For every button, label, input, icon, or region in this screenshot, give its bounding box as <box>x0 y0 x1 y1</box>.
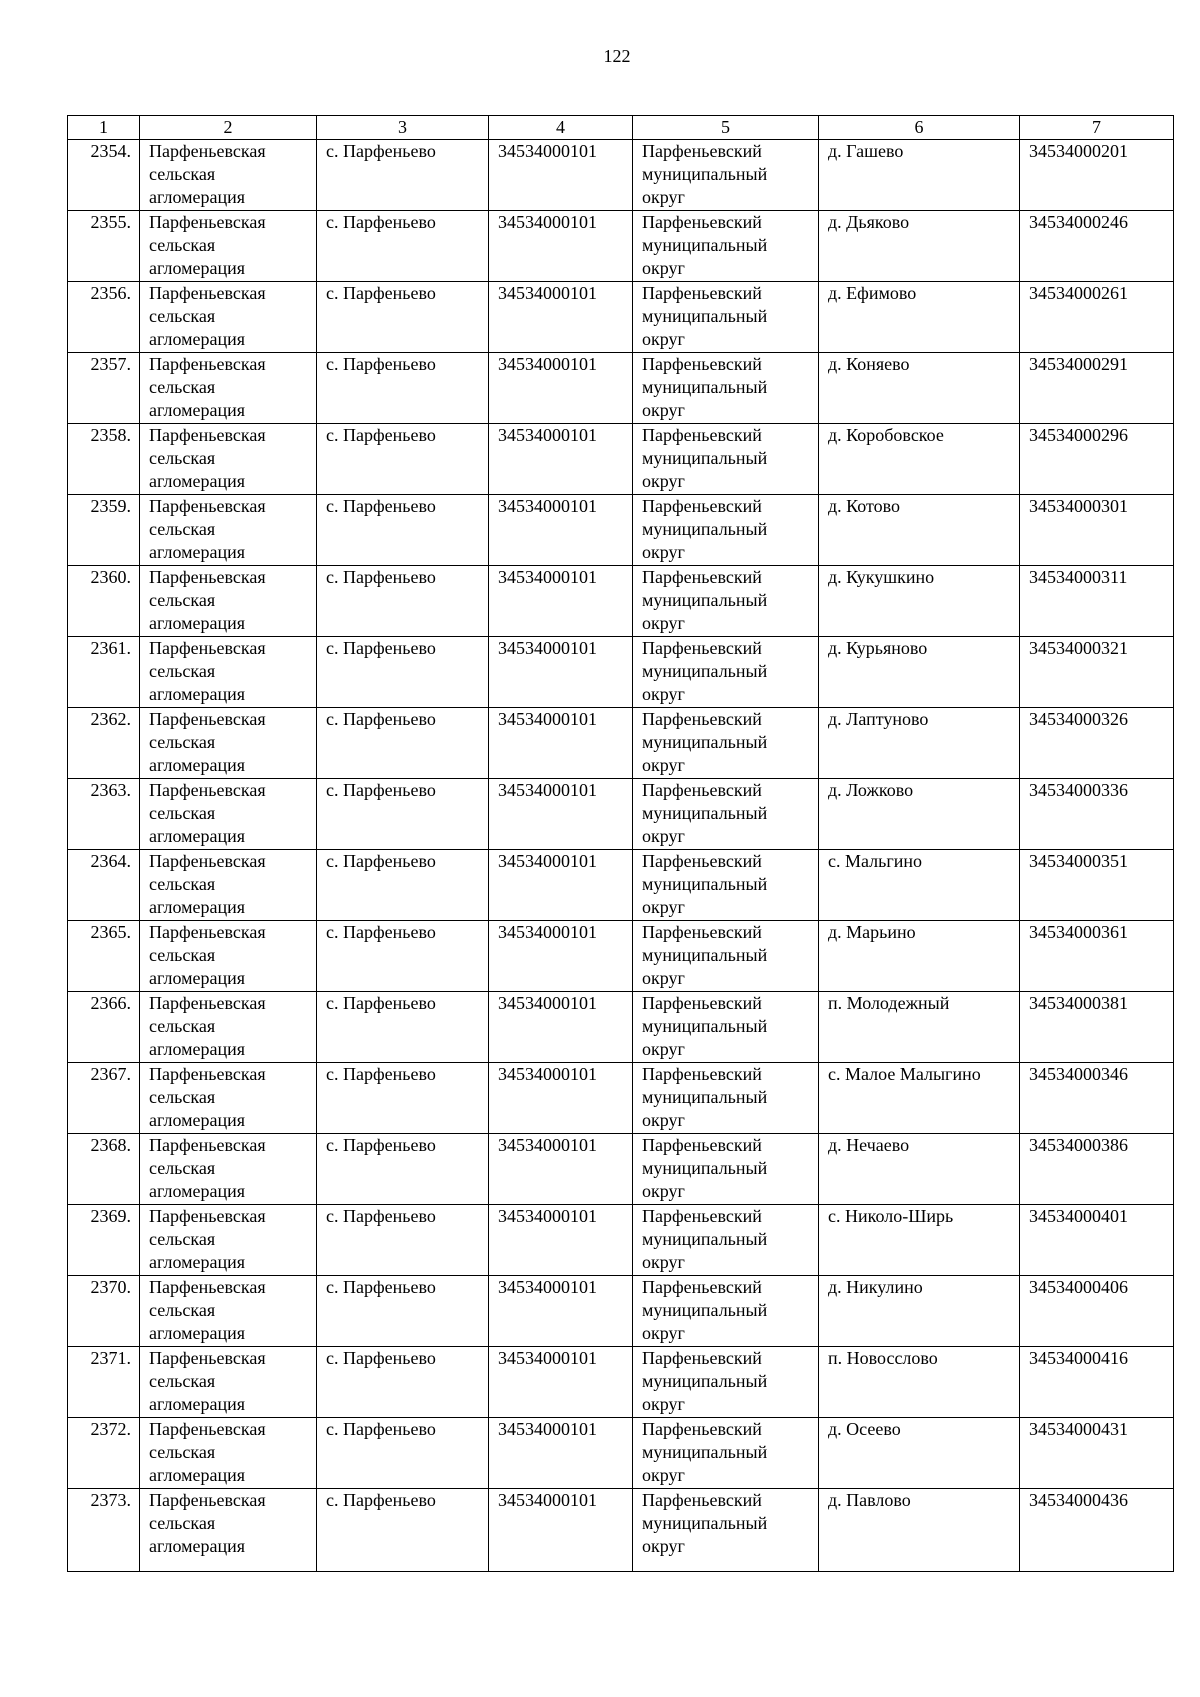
center-cell: с. Парфеньево <box>317 708 489 779</box>
settlement-cell: д. Ложково <box>819 779 1020 850</box>
row-number-cell: 2370. <box>68 1276 140 1347</box>
table-row <box>68 282 1174 353</box>
center-cell: с. Парфеньево <box>317 637 489 708</box>
settlement-code-cell: 34534000436 <box>1020 1489 1174 1572</box>
table-row <box>68 211 1174 282</box>
center-code-cell: 34534000101 <box>489 211 633 282</box>
center-code-cell: 34534000101 <box>489 779 633 850</box>
center-code-cell: 34534000101 <box>489 637 633 708</box>
district-cell: Парфеньевский муниципальный округ <box>633 211 819 282</box>
agglomeration-cell: Парфеньевская сельская агломерация <box>140 1063 317 1134</box>
center-code-cell: 34534000101 <box>489 992 633 1063</box>
agglomeration-cell: Парфеньевская сельская агломерация <box>140 1134 317 1205</box>
agglomeration-cell: Парфеньевская сельская агломерация <box>140 424 317 495</box>
settlement-code-cell: 34534000311 <box>1020 566 1174 637</box>
table-row <box>68 1134 1174 1205</box>
column-header: 2 <box>140 116 317 140</box>
table-row <box>68 353 1174 424</box>
center-code-cell: 34534000101 <box>489 1489 633 1572</box>
settlement-code-cell: 34534000201 <box>1020 140 1174 211</box>
settlement-cell: д. Нечаево <box>819 1134 1020 1205</box>
table-row <box>68 140 1174 211</box>
column-header: 1 <box>68 116 140 140</box>
settlement-code-cell: 34534000346 <box>1020 1063 1174 1134</box>
district-cell: Парфеньевский муниципальный округ <box>633 1134 819 1205</box>
table-row <box>68 566 1174 637</box>
center-cell: с. Парфеньево <box>317 1134 489 1205</box>
settlement-code-cell: 34534000381 <box>1020 992 1174 1063</box>
center-code-cell: 34534000101 <box>489 1205 633 1276</box>
center-cell: с. Парфеньево <box>317 1063 489 1134</box>
row-number-cell: 2355. <box>68 211 140 282</box>
settlement-cell: д. Никулино <box>819 1276 1020 1347</box>
settlement-cell: с. Малое Малыгино <box>819 1063 1020 1134</box>
settlement-cell: д. Гашево <box>819 140 1020 211</box>
settlement-cell: д. Осеево <box>819 1418 1020 1489</box>
center-cell: с. Парфеньево <box>317 1205 489 1276</box>
row-number-cell: 2373. <box>68 1489 140 1572</box>
settlement-cell: д. Курьяново <box>819 637 1020 708</box>
table-row <box>68 1276 1174 1347</box>
district-cell: Парфеньевский муниципальный округ <box>633 353 819 424</box>
row-number-cell: 2361. <box>68 637 140 708</box>
settlement-cell: д. Ефимово <box>819 282 1020 353</box>
settlement-code-cell: 34534000406 <box>1020 1276 1174 1347</box>
settlement-code-cell: 34534000296 <box>1020 424 1174 495</box>
district-cell: Парфеньевский муниципальный округ <box>633 1205 819 1276</box>
center-cell: с. Парфеньево <box>317 211 489 282</box>
center-cell: с. Парфеньево <box>317 566 489 637</box>
table-row <box>68 708 1174 779</box>
district-cell: Парфеньевский муниципальный округ <box>633 779 819 850</box>
center-cell: с. Парфеньево <box>317 850 489 921</box>
settlement-code-cell: 34534000401 <box>1020 1205 1174 1276</box>
row-number-cell: 2359. <box>68 495 140 566</box>
agglomeration-cell: Парфеньевская сельская агломерация <box>140 1276 317 1347</box>
agglomeration-cell: Парфеньевская сельская агломерация <box>140 1205 317 1276</box>
agglomeration-cell: Парфеньевская сельская агломерация <box>140 495 317 566</box>
settlement-cell: д. Кукушкино <box>819 566 1020 637</box>
table-row <box>68 1489 1174 1572</box>
table-header-row <box>68 116 1174 140</box>
row-number-cell: 2372. <box>68 1418 140 1489</box>
center-cell: с. Парфеньево <box>317 282 489 353</box>
center-cell: с. Парфеньево <box>317 140 489 211</box>
center-cell: с. Парфеньево <box>317 353 489 424</box>
table-row <box>68 992 1174 1063</box>
agglomeration-cell: Парфеньевская сельская агломерация <box>140 353 317 424</box>
district-cell: Парфеньевский муниципальный округ <box>633 1347 819 1418</box>
settlement-cell: с. Мальгино <box>819 850 1020 921</box>
table-row <box>68 1347 1174 1418</box>
settlement-cell: п. Новосслово <box>819 1347 1020 1418</box>
table-row <box>68 1205 1174 1276</box>
row-number-cell: 2363. <box>68 779 140 850</box>
settlement-cell: д. Лаптуново <box>819 708 1020 779</box>
settlement-cell: д. Марьино <box>819 921 1020 992</box>
settlement-cell: п. Молодежный <box>819 992 1020 1063</box>
agglomeration-cell: Парфеньевская сельская агломерация <box>140 1418 317 1489</box>
table-row <box>68 424 1174 495</box>
district-cell: Парфеньевский муниципальный округ <box>633 1276 819 1347</box>
center-cell: с. Парфеньево <box>317 921 489 992</box>
row-number-cell: 2360. <box>68 566 140 637</box>
row-number-cell: 2364. <box>68 850 140 921</box>
table-row <box>68 637 1174 708</box>
district-cell: Парфеньевский муниципальный округ <box>633 1063 819 1134</box>
column-header: 5 <box>633 116 819 140</box>
row-number-cell: 2356. <box>68 282 140 353</box>
settlement-code-cell: 34534000431 <box>1020 1418 1174 1489</box>
row-number-cell: 2367. <box>68 1063 140 1134</box>
settlement-cell: д. Коняево <box>819 353 1020 424</box>
agglomeration-cell: Парфеньевская сельская агломерация <box>140 637 317 708</box>
row-number-cell: 2369. <box>68 1205 140 1276</box>
center-code-cell: 34534000101 <box>489 1063 633 1134</box>
column-header: 3 <box>317 116 489 140</box>
district-cell: Парфеньевский муниципальный округ <box>633 921 819 992</box>
column-header: 7 <box>1020 116 1174 140</box>
settlement-cell: д. Котово <box>819 495 1020 566</box>
agglomeration-cell: Парфеньевская сельская агломерация <box>140 1489 317 1572</box>
settlement-code-cell: 34534000386 <box>1020 1134 1174 1205</box>
agglomeration-cell: Парфеньевская сельская агломерация <box>140 566 317 637</box>
center-code-cell: 34534000101 <box>489 921 633 992</box>
district-cell: Парфеньевский муниципальный округ <box>633 637 819 708</box>
row-number-cell: 2365. <box>68 921 140 992</box>
district-cell: Парфеньевский муниципальный округ <box>633 708 819 779</box>
district-cell: Парфеньевский муниципальный округ <box>633 282 819 353</box>
center-code-cell: 34534000101 <box>489 1276 633 1347</box>
district-cell: Парфеньевский муниципальный округ <box>633 424 819 495</box>
settlement-cell: д. Коробовское <box>819 424 1020 495</box>
center-cell: с. Парфеньево <box>317 1418 489 1489</box>
settlement-code-cell: 34534000351 <box>1020 850 1174 921</box>
settlement-code-cell: 34534000361 <box>1020 921 1174 992</box>
settlement-code-cell: 34534000261 <box>1020 282 1174 353</box>
center-code-cell: 34534000101 <box>489 566 633 637</box>
table-row <box>68 921 1174 992</box>
district-cell: Парфеньевский муниципальный округ <box>633 1489 819 1572</box>
center-code-cell: 34534000101 <box>489 1418 633 1489</box>
district-cell: Парфеньевский муниципальный округ <box>633 566 819 637</box>
center-cell: с. Парфеньево <box>317 495 489 566</box>
center-code-cell: 34534000101 <box>489 1347 633 1418</box>
center-code-cell: 34534000101 <box>489 140 633 211</box>
center-cell: с. Парфеньево <box>317 779 489 850</box>
center-code-cell: 34534000101 <box>489 850 633 921</box>
agglomeration-cell: Парфеньевская сельская агломерация <box>140 850 317 921</box>
agglomeration-cell: Парфеньевская сельская агломерация <box>140 1347 317 1418</box>
agglomeration-cell: Парфеньевская сельская агломерация <box>140 779 317 850</box>
district-cell: Парфеньевский муниципальный округ <box>633 495 819 566</box>
center-code-cell: 34534000101 <box>489 1134 633 1205</box>
agglomeration-cell: Парфеньевская сельская агломерация <box>140 282 317 353</box>
center-cell: с. Парфеньево <box>317 992 489 1063</box>
column-header: 6 <box>819 116 1020 140</box>
table-row <box>68 850 1174 921</box>
settlement-cell: д. Дьяково <box>819 211 1020 282</box>
settlement-cell: с. Николо-Ширь <box>819 1205 1020 1276</box>
row-number-cell: 2357. <box>68 353 140 424</box>
column-header: 4 <box>489 116 633 140</box>
settlement-code-cell: 34534000336 <box>1020 779 1174 850</box>
district-cell: Парфеньевский муниципальный округ <box>633 992 819 1063</box>
agglomeration-cell: Парфеньевская сельская агломерация <box>140 140 317 211</box>
table-row <box>68 1063 1174 1134</box>
settlement-code-cell: 34534000291 <box>1020 353 1174 424</box>
agglomeration-cell: Парфеньевская сельская агломерация <box>140 992 317 1063</box>
center-cell: с. Парфеньево <box>317 424 489 495</box>
table-row <box>68 1418 1174 1489</box>
agglomeration-cell: Парфеньевская сельская агломерация <box>140 211 317 282</box>
center-cell: с. Парфеньево <box>317 1489 489 1572</box>
center-code-cell: 34534000101 <box>489 424 633 495</box>
center-cell: с. Парфеньево <box>317 1276 489 1347</box>
row-number-cell: 2358. <box>68 424 140 495</box>
row-number-cell: 2354. <box>68 140 140 211</box>
settlement-cell: д. Павлово <box>819 1489 1020 1572</box>
row-number-cell: 2368. <box>68 1134 140 1205</box>
settlement-code-cell: 34534000246 <box>1020 211 1174 282</box>
district-cell: Парфеньевский муниципальный округ <box>633 1418 819 1489</box>
center-code-cell: 34534000101 <box>489 282 633 353</box>
agglomeration-cell: Парфеньевская сельская агломерация <box>140 708 317 779</box>
settlement-code-cell: 34534000301 <box>1020 495 1174 566</box>
row-number-cell: 2366. <box>68 992 140 1063</box>
settlement-code-cell: 34534000321 <box>1020 637 1174 708</box>
page-number: 122 <box>603 46 631 66</box>
center-cell: с. Парфеньево <box>317 1347 489 1418</box>
center-code-cell: 34534000101 <box>489 495 633 566</box>
registry-table <box>67 115 1174 1572</box>
agglomeration-cell: Парфеньевская сельская агломерация <box>140 921 317 992</box>
settlement-code-cell: 34534000416 <box>1020 1347 1174 1418</box>
district-cell: Парфеньевский муниципальный округ <box>633 140 819 211</box>
center-code-cell: 34534000101 <box>489 708 633 779</box>
center-code-cell: 34534000101 <box>489 353 633 424</box>
table-row <box>68 779 1174 850</box>
table-row <box>68 495 1174 566</box>
row-number-cell: 2371. <box>68 1347 140 1418</box>
settlement-code-cell: 34534000326 <box>1020 708 1174 779</box>
row-number-cell: 2362. <box>68 708 140 779</box>
district-cell: Парфеньевский муниципальный округ <box>633 850 819 921</box>
